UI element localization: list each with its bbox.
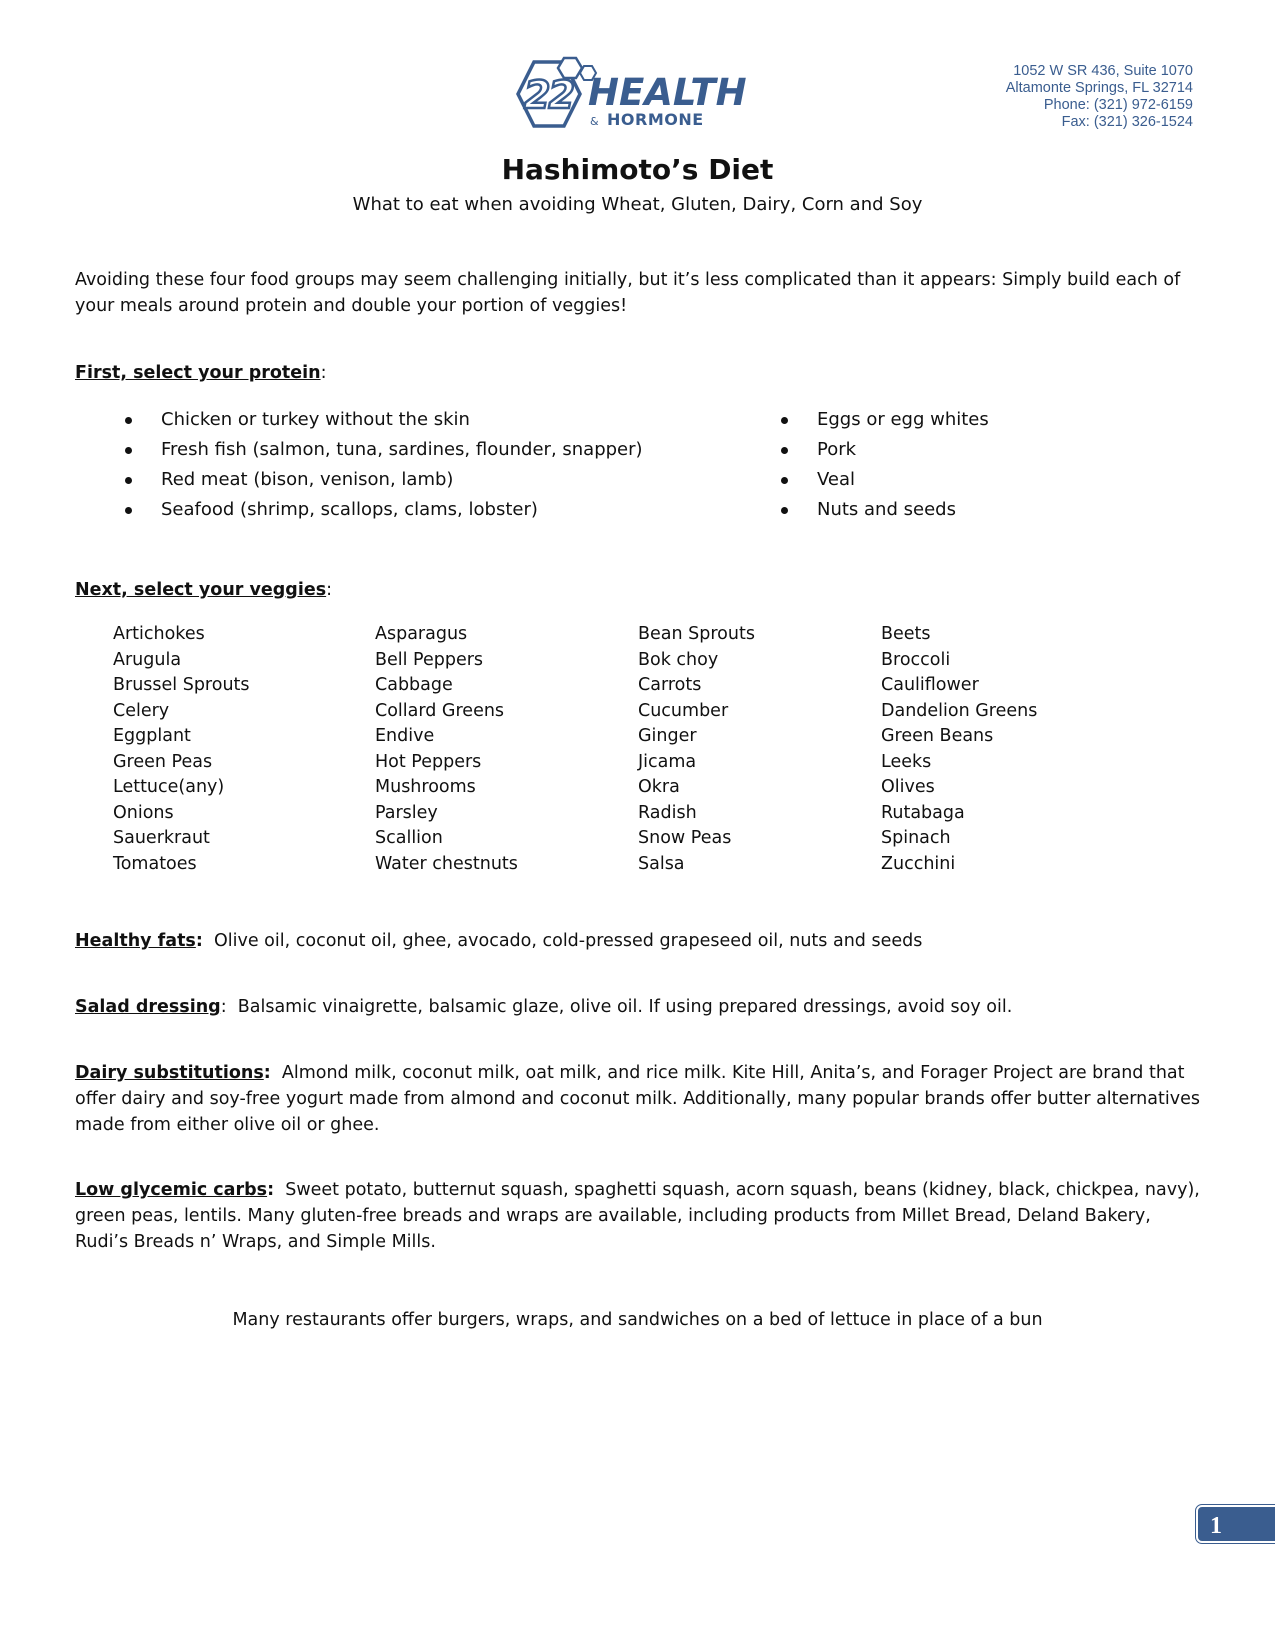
veggie-item: Cauliflower	[881, 675, 979, 695]
veggies-heading-colon: :	[326, 580, 333, 600]
veggies-heading-text: Next, select your veggies	[75, 580, 327, 600]
veggie-item: Asparagus	[375, 624, 468, 644]
list-item	[125, 405, 643, 435]
veggie-item: Carrots	[638, 675, 702, 695]
list-item-text: Veal	[817, 469, 856, 490]
fax-number: Fax: (321) 326-1524	[1061, 114, 1193, 130]
low-glycemic-carbs-heading: Low glycemic carbs	[75, 1180, 268, 1200]
veggie-item: Celery	[113, 700, 170, 721]
veggie-item: Eggplant	[113, 726, 191, 746]
salad-dressing-section	[75, 994, 1205, 1020]
address-line2: Altamonte Springs, FL 32714	[1005, 80, 1193, 96]
veggies-column-2	[375, 622, 518, 877]
veggie-item: Zucchini	[881, 853, 956, 874]
list-item	[781, 435, 989, 465]
veggie-item: Dandelion Greens	[881, 700, 1038, 721]
list-item-text: Fresh fish (salmon, tuna, sardines, flounder, snapper)	[161, 439, 643, 460]
brand-logo	[512, 54, 772, 140]
protein-heading-colon: :	[320, 363, 327, 383]
veggie-item: Parsley	[375, 802, 438, 823]
veggie-item: Cabbage	[375, 675, 453, 695]
veggie-item: Artichokes	[113, 624, 205, 644]
veggie-item: Rutabaga	[881, 802, 965, 823]
list-item	[781, 495, 989, 525]
veggie-item: Bell Peppers	[375, 649, 484, 670]
protein-heading-text: First, select your protein	[75, 363, 321, 383]
veggie-item: Collard Greens	[375, 700, 505, 721]
list-item	[125, 465, 643, 495]
veggie-item: Hot Peppers	[375, 751, 482, 772]
dairy-substitutions-heading: Dairy substitutions	[75, 1063, 264, 1083]
address-block	[1006, 63, 1193, 131]
veggie-item: Cucumber	[638, 700, 729, 721]
page-number-badge: 1	[1196, 1505, 1275, 1543]
protein-heading	[75, 360, 1205, 386]
list-item	[125, 435, 643, 465]
veggie-item: Tomatoes	[113, 853, 197, 874]
veggie-item: Okra	[638, 777, 680, 797]
veggie-item: Scallion	[375, 828, 443, 848]
salad-dressing-text: Balsamic vinaigrette, balsamic glaze, olive oil. If using prepared dressings, avoid soy oil.	[237, 997, 1013, 1017]
bullet-icon	[125, 447, 132, 454]
bullet-icon	[781, 447, 788, 454]
list-item-text: Chicken or turkey without the skin	[161, 409, 470, 430]
bullet-icon	[781, 477, 788, 484]
list-item-text: Pork	[817, 439, 857, 460]
veggies-heading	[75, 577, 1205, 603]
healthy-fats-text: Olive oil, coconut oil, ghee, avocado, cold-pressed grapeseed oil, nuts and seeds	[214, 931, 923, 951]
page-subtitle: What to eat when avoiding Wheat, Gluten, Dairy, Corn and Soy	[352, 194, 923, 215]
veggies-column-4	[881, 622, 1037, 877]
intro-paragraph: Avoiding these four food groups may seem challenging initially, but it’s less complicated than it appears: Simply build each of your meals around protein and double your portion of veggies!	[75, 270, 1181, 316]
bullet-icon	[125, 417, 132, 424]
veggie-item: Jicama	[638, 751, 697, 772]
veggie-item: Lettuce(any)	[113, 777, 225, 797]
veggie-item: Brussel Sprouts	[113, 675, 250, 695]
salad-dressing-heading: Salad dressing	[75, 997, 221, 1017]
protein-list-left	[125, 405, 643, 525]
healthy-fats-heading: Healthy fats	[75, 931, 196, 951]
healthy-fats-colon: :	[195, 931, 203, 951]
low-glycemic-carbs-text: Sweet potato, butternut squash, spaghetti squash, acorn squash, beans (kidney, black, chickpea, navy), green peas, lentils. Many gluten-free breads and wraps are available, including products from Millet Bread, Deland Bakery, Rudi’s Breads n’ Wraps, and Simple Mills.	[75, 1180, 1200, 1252]
veggies-column-1	[113, 622, 250, 877]
list-item-text: Eggs or egg whites	[817, 409, 989, 430]
veggie-item: Water chestnuts	[375, 853, 518, 874]
protein-list-right	[781, 405, 989, 525]
veggie-item: Mushrooms	[375, 777, 476, 797]
salad-dressing-colon: :	[220, 997, 227, 1017]
bullet-icon	[781, 507, 788, 514]
list-item	[781, 465, 989, 495]
logo-number: 22	[524, 73, 573, 117]
veggie-item: Radish	[638, 802, 697, 823]
veggie-item: Spinach	[881, 828, 951, 848]
bullet-icon	[781, 417, 788, 424]
list-item-text: Nuts and seeds	[817, 499, 956, 520]
bullet-icon	[125, 477, 132, 484]
list-item-text: Red meat (bison, venison, lamb)	[161, 469, 454, 490]
veggie-item: Leeks	[881, 751, 932, 772]
veggie-item: Green Beans	[881, 726, 994, 746]
veggie-item: Salsa	[638, 853, 685, 874]
veggie-item: Green Peas	[113, 751, 213, 772]
veggie-item: Sauerkraut	[113, 828, 210, 848]
address-line1: 1052 W SR 436, Suite 1070	[1013, 63, 1193, 79]
list-item	[125, 495, 643, 525]
footer-note: Many restaurants offer burgers, wraps, and sandwiches on a bed of lettuce in place of a bun	[232, 1310, 1043, 1330]
logo-word: HEALTH	[588, 71, 747, 114]
veggie-item: Olives	[881, 777, 935, 797]
veggie-item: Ginger	[638, 726, 697, 746]
phone-number: Phone: (321) 972-6159	[1043, 97, 1193, 113]
veggies-column-3	[638, 622, 755, 877]
low-glycemic-carbs-section	[75, 1177, 1205, 1255]
healthy-fats-section	[75, 928, 1205, 954]
dairy-substitutions-text: Almond milk, coconut milk, oat milk, and rice milk. Kite Hill, Anita’s, and Forager Project are brand that offer dairy and soy-free yogurt made from almond and coconut milk. Additionally, many popular brands offer butter alternatives made from either olive oil or ghee.	[75, 1063, 1200, 1135]
veggie-item: Bean Sprouts	[638, 624, 755, 644]
veggie-item: Broccoli	[881, 649, 951, 670]
list-item-text: Seafood (shrimp, scallops, clams, lobster)	[161, 499, 538, 520]
page-title: Hashimoto’s Diet	[501, 153, 774, 186]
dairy-substitutions-section	[75, 1060, 1205, 1138]
bullet-icon	[125, 507, 132, 514]
logo-ampersand: &	[590, 115, 599, 128]
veggie-item: Arugula	[113, 649, 182, 670]
veggie-item: Bok choy	[638, 649, 719, 670]
veggie-item: Snow Peas	[638, 828, 732, 848]
veggie-item: Beets	[881, 624, 931, 644]
logo-subword: HORMONE	[607, 110, 704, 129]
veggie-item: Onions	[113, 802, 174, 823]
low-glycemic-carbs-colon: :	[267, 1180, 275, 1200]
veggie-item: Endive	[375, 726, 435, 746]
dairy-substitutions-colon: :	[263, 1063, 271, 1083]
list-item	[781, 405, 989, 435]
